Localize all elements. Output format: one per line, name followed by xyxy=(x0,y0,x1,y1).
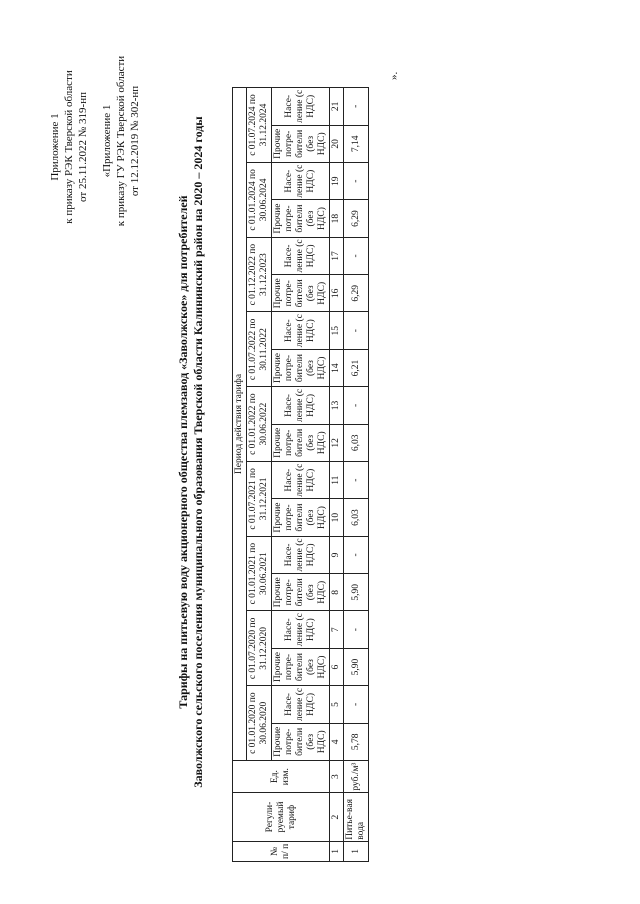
header-other-consumers: Прочие потре-бители (без НДС) xyxy=(272,125,330,162)
period-header: с 01.07.2021 по 31.12.2021 xyxy=(247,462,272,537)
row-tariff: Питье-вая вода xyxy=(344,793,369,841)
column-number: 3 xyxy=(330,761,344,793)
header-row-group xyxy=(233,88,247,862)
column-number: 15 xyxy=(330,312,344,349)
column-number: 9 xyxy=(330,536,344,573)
header-other-consumers: Прочие потре-бители (без НДС) xyxy=(272,424,330,461)
column-number: 5 xyxy=(330,686,344,723)
tariff-table xyxy=(232,87,369,862)
closing-quote-mark: ». xyxy=(388,71,400,80)
tariff-value: 5,90 xyxy=(344,648,369,685)
header-other-consumers: Прочие потре-бители (без НДС) xyxy=(272,574,330,611)
column-number: 14 xyxy=(330,349,344,386)
title-line1: Тарифы на питьевую воду акционерного общества племзавод «Заволжское» для потребителей xyxy=(176,195,190,709)
tariff-value: - xyxy=(344,163,369,200)
column-number: 12 xyxy=(330,424,344,461)
tariff-value: - xyxy=(344,686,369,723)
header-num: № п/ п xyxy=(233,841,330,861)
tariff-value: 7,14 xyxy=(344,125,369,162)
header-population: Насе-ление (с НДС) xyxy=(272,237,330,274)
tariff-value: 6,21 xyxy=(344,349,369,386)
period-header: с 01.01.2021 по 30.06.2021 xyxy=(247,536,272,611)
table-row xyxy=(344,88,369,862)
appendix-current-line2: к приказу РЭК Тверской области xyxy=(63,70,75,224)
appendix-current-block xyxy=(48,32,90,262)
header-other-consumers: Прочие потре-бители (без НДС) xyxy=(272,200,330,237)
appendix-previous-line2: к приказу ГУ РЭК Тверской области xyxy=(115,55,127,227)
tariff-value: - xyxy=(344,312,369,349)
tariff-value: - xyxy=(344,387,369,424)
column-number: 11 xyxy=(330,462,344,499)
column-number: 6 xyxy=(330,648,344,685)
column-number: 10 xyxy=(330,499,344,536)
header-population: Насе-ление (с НДС) xyxy=(272,686,330,723)
header-period-group: Период действия тарифа xyxy=(233,88,247,761)
appendix-current-line3: от 25.11.2022 № 319-нп xyxy=(77,92,89,202)
header-unit: Ед. изм. xyxy=(233,761,330,793)
column-number: 19 xyxy=(330,163,344,200)
rotated-content xyxy=(0,12,420,892)
column-number: 1 xyxy=(330,841,344,861)
header-row-periods xyxy=(247,88,272,862)
appendix-previous-block xyxy=(100,26,142,256)
tariff-value: - xyxy=(344,536,369,573)
header-population: Насе-ление (с НДС) xyxy=(272,611,330,648)
header-other-consumers: Прочие потре-бители (без НДС) xyxy=(272,275,330,312)
row-num: 1 xyxy=(344,841,369,861)
column-number: 2 xyxy=(330,793,344,841)
header-population: Насе-ление (с НДС) xyxy=(272,88,330,126)
header-population: Насе-ление (с НДС) xyxy=(272,462,330,499)
period-header: с 01.01.2020 по 30.06.2020 xyxy=(247,686,272,761)
tariff-value: 5,90 xyxy=(344,574,369,611)
header-population: Насе-ление (с НДС) xyxy=(272,387,330,424)
column-number: 17 xyxy=(330,237,344,274)
header-other-consumers: Прочие потре-бители (без НДС) xyxy=(272,648,330,685)
tariff-value: 6,29 xyxy=(344,275,369,312)
tariff-value: - xyxy=(344,462,369,499)
title-line2: Заволжского сельского поселения муниципального образования Тверской области Калининский район на 2020 – 2024 годы xyxy=(191,116,205,788)
header-population: Насе-ление (с НДС) xyxy=(272,312,330,349)
tariff-value: - xyxy=(344,88,369,126)
header-other-consumers: Прочие потре-бители (без НДС) xyxy=(272,499,330,536)
tariff-value: 6,03 xyxy=(344,499,369,536)
document-title xyxy=(176,52,206,852)
column-number: 13 xyxy=(330,387,344,424)
column-number: 8 xyxy=(330,574,344,611)
period-header: с 01.12.2022 по 31.12.2023 xyxy=(247,237,272,312)
column-number: 7 xyxy=(330,611,344,648)
tariff-value: 6,03 xyxy=(344,424,369,461)
column-number: 18 xyxy=(330,200,344,237)
appendix-previous-line1: «Приложение 1 xyxy=(101,104,113,178)
column-number-row xyxy=(330,88,344,862)
header-row-consumers xyxy=(272,88,330,862)
tariff-value: 5,78 xyxy=(344,723,369,760)
header-population: Насе-ление (с НДС) xyxy=(272,536,330,573)
header-population: Насе-ление (с НДС) xyxy=(272,163,330,200)
tariff-value: - xyxy=(344,611,369,648)
period-header: с 01.07.2022 по 30.11.2022 xyxy=(247,312,272,387)
appendix-previous-line3: от 12.12.2019 № 302-нп xyxy=(129,85,141,197)
period-header: с 01.07.2024 по 31.12.2024 xyxy=(247,88,272,163)
header-other-consumers: Прочие потре-бители (без НДС) xyxy=(272,349,330,386)
header-other-consumers: Прочие потре-бители (без НДС) xyxy=(272,723,330,760)
column-number: 20 xyxy=(330,125,344,162)
column-number: 16 xyxy=(330,275,344,312)
period-header: с 01.07.2020 по 31.12.2020 xyxy=(247,611,272,686)
period-header: с 01.01.2024 по 30.06.2024 xyxy=(247,163,272,238)
header-tariff: Регули-руемый тариф xyxy=(233,793,330,841)
period-header: с 01.01.2022 по 30.06.2022 xyxy=(247,387,272,462)
row-unit: руб./м³ xyxy=(344,761,369,793)
column-number: 21 xyxy=(330,88,344,126)
appendix-current-line1: Приложение 1 xyxy=(49,113,61,181)
tariff-value: 6,29 xyxy=(344,200,369,237)
tariff-value: - xyxy=(344,237,369,274)
column-number: 4 xyxy=(330,723,344,760)
